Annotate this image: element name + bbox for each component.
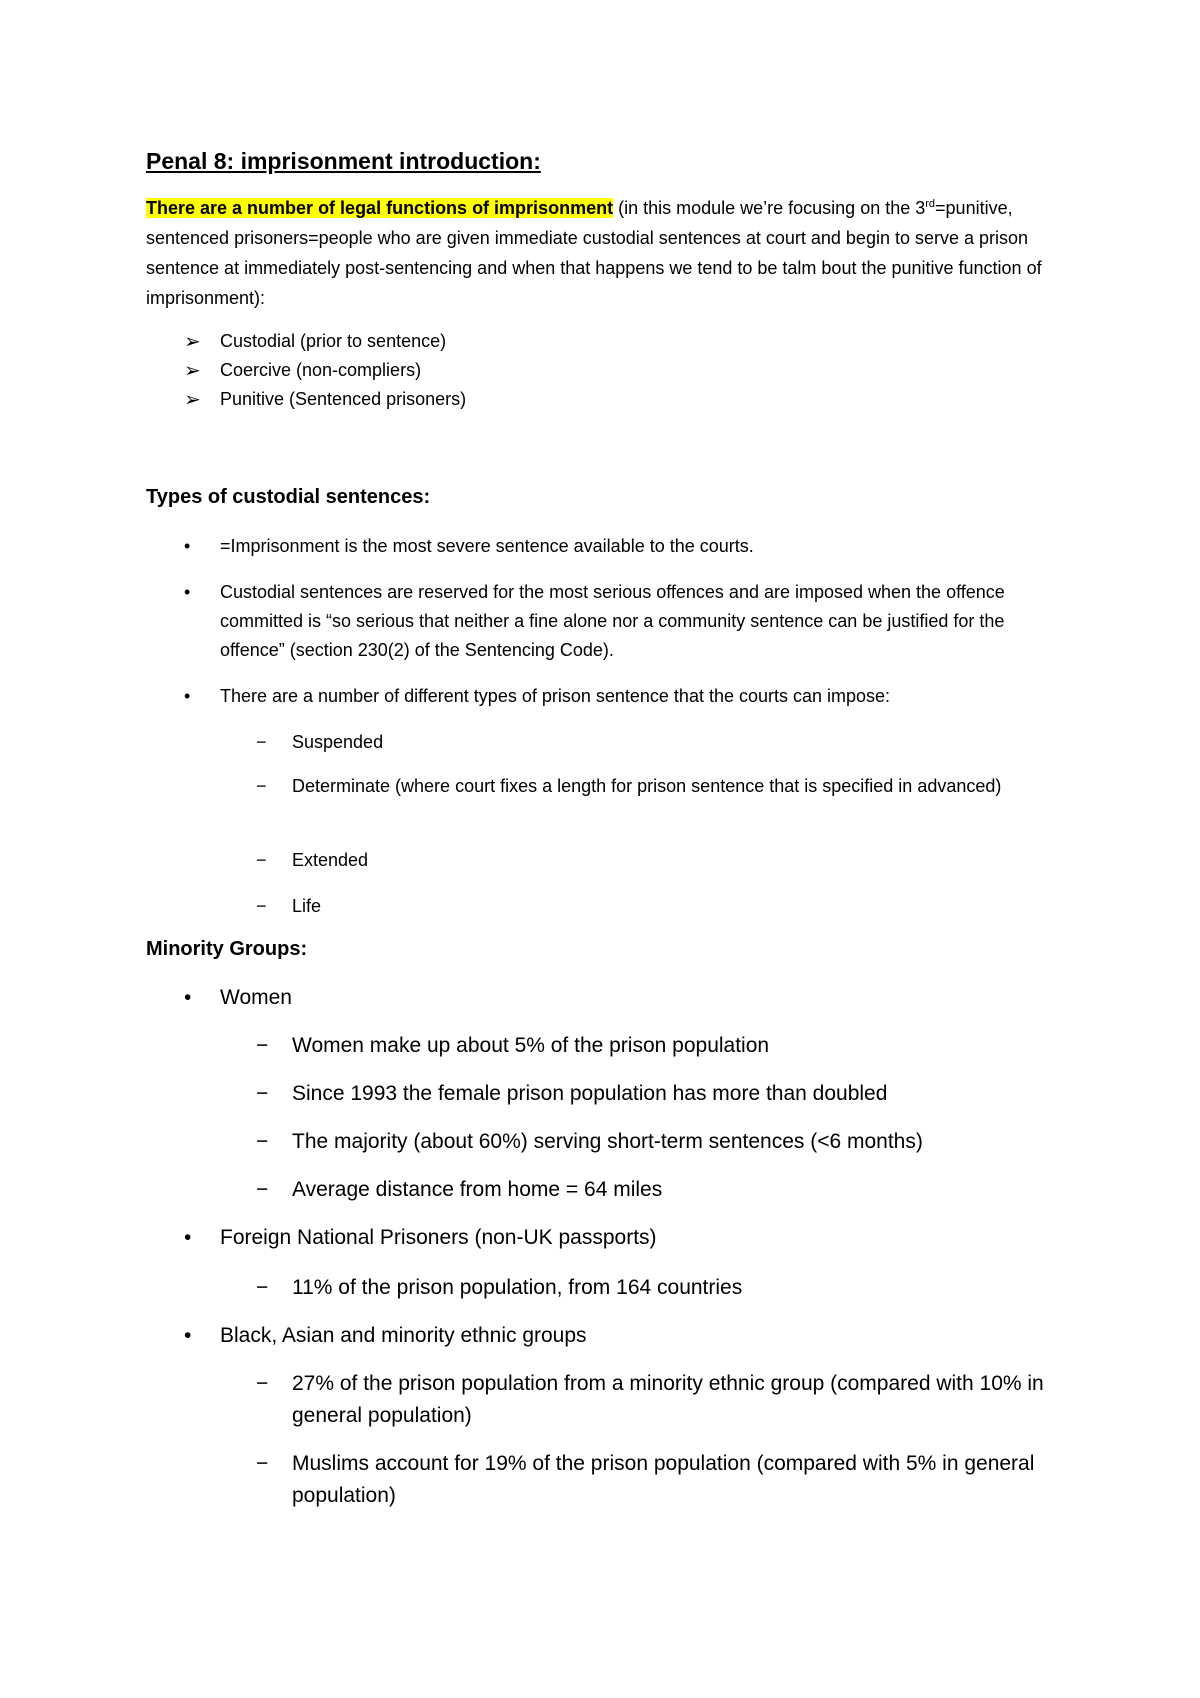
bullet-icon: • <box>184 582 191 602</box>
dash-icon: − <box>256 1034 269 1057</box>
bullet-icon: • <box>184 536 191 556</box>
types-heading: Types of custodial sentences: <box>146 486 431 508</box>
dash-icon: − <box>256 1372 269 1395</box>
dash-icon: − <box>256 1276 269 1299</box>
dash-icon: − <box>256 850 267 870</box>
intro-paragraph: There are a number of legal functions of imprisonment (in this module we’re focusing on the 3rd=punitive, sentenced prisoners=people who are given immediate custodial sentences at court and begin to serve a prison sentence at immediately post-sentencing and when that happens we tend to be talm bout the punitive function of imprisonment): <box>146 198 1042 308</box>
page-title: Penal 8: imprisonment introduction: <box>146 148 541 174</box>
list-item: ➢ Punitive (Sentenced prisoners) <box>184 389 467 411</box>
dash-icon: − <box>256 1452 269 1475</box>
list-item: ➢ Coercive (non-compliers) <box>184 360 422 382</box>
list-item: ➢ Custodial (prior to sentence) <box>184 331 447 353</box>
arrow-bullet-icon: ➢ <box>184 389 201 411</box>
dash-icon: − <box>256 1130 269 1153</box>
dash-icon: − <box>256 1082 269 1105</box>
dash-icon: − <box>256 732 267 752</box>
minority-heading: Minority Groups: <box>146 938 308 960</box>
dash-icon: − <box>256 1178 269 1201</box>
arrow-bullet-icon: ➢ <box>184 360 201 382</box>
dash-icon: − <box>256 896 267 916</box>
document-body: Penal 8: imprisonment introduction: There are a number of legal functions of imprisonment (in this module we’re focusing on the 3rd=punitive, sentenced prisoners=people who are given immediate custodial sentences at court and begin to serve a prison sentence at immediately post-sentencing and when that happens we tend to be talm bout the punitive function of imprisonment): ➢ Custodial (prior to sentence) ➢ Coercive (non-compliers) ➢ Punitive (Sentenced prisoners) Types of custodial sentences: • =Imprisonment is the most severe sentence available to the courts. • Custodial sentences are reserved for the most serious offences and are imposed when the offence committed is “so serious that neither a fine alone nor a community sentence can be justified for the offence” (section 230(2) of the Sentencing Code). • There are a number of different types of prison sentence that the courts can impose: − Suspended − Determinate (where court fixes a length for prison sentence that is specified in advanced) − Extended − Life Minority Groups: • Women − Women make up about 5% of the prison population − Since 1993 the female prison population has more than doubled − The majority (about 60%) serving short-term sentences (<6 months) − Average distance from home = 64 miles • Foreign National Prisoners (non-UK passports) − 11% of the prison population, from 164 countries • Black, Asian and minority ethnic groups − 27% of the prison population from a minority ethnic group (compared with 10% in general population) − Muslims account for 19% of the prison population (compared with 5% in general population) <box>146 148 1066 414</box>
bullet-icon: • <box>184 686 191 706</box>
bullet-icon: • <box>184 1226 192 1249</box>
highlighted-text: There are a number of legal functions of imprisonment <box>146 198 614 218</box>
bullet-icon: • <box>184 1324 192 1347</box>
bullet-icon: • <box>184 986 192 1009</box>
arrow-bullet-icon: ➢ <box>184 331 201 353</box>
dash-icon: − <box>256 776 267 796</box>
functions-list <box>146 327 1066 414</box>
